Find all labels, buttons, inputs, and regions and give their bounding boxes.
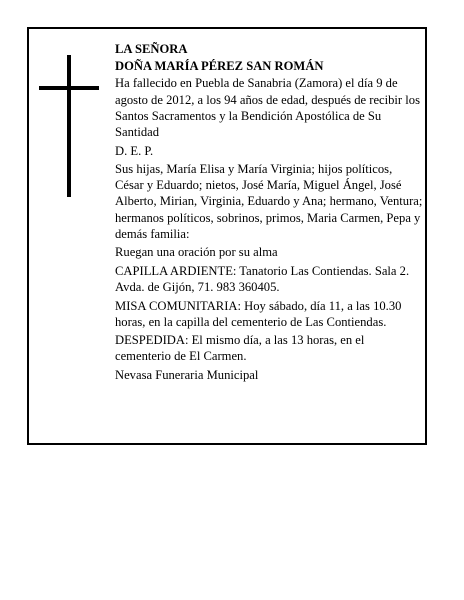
farewell-info: DESPEDIDA: El mismo día, a las 13 horas, en el cementerio de El Carmen. bbox=[115, 333, 365, 364]
prayer-request: Ruegan una oración por su alma bbox=[115, 245, 278, 260]
community-mass-info: MISA COMUNITARIA: Hoy sábado, día 11, a las 10.30 horas, en la capilla del cementerio de Las Contiendas. bbox=[115, 298, 402, 329]
deceased-name: DOÑA MARÍA PÉREZ SAN ROMÁN bbox=[115, 59, 324, 74]
family-list: Sus hijas, María Elisa y María Virginia; hijos políticos, César y Eduardo; nietos, José María, Miguel Ángel, José Alberto, Mirian, Virginia, Eduardo y Ana; hermano, Ventura; hermanos políticos, sobrinos, primos, Maria Carmen, Pepa y demás familia: bbox=[115, 162, 423, 241]
cross-icon bbox=[39, 55, 99, 197]
obituary-notice bbox=[27, 27, 427, 445]
cross-vertical-bar bbox=[67, 55, 71, 197]
rip-abbreviation: D. E. P. bbox=[115, 143, 154, 158]
notice-text bbox=[115, 41, 423, 385]
funeral-home-name: Nevasa Funeraria Municipal bbox=[115, 367, 259, 382]
funeral-chapel-info: CAPILLA ARDIENTE: Tanatorio Las Contiendas. Sala 2. Avda. de Gijón, 71. 983 360405. bbox=[115, 263, 410, 295]
cross-horizontal-bar bbox=[39, 86, 99, 90]
death-announcement: Ha fallecido en Puebla de Sanabria (Zamora) el día 9 de agosto de 2012, a los 94 años de edad, después de recibir los Santos Sacramentos y la Bendición Apostólica de Su Santidad bbox=[115, 76, 420, 140]
notice-title-line-1: LA SEÑORA bbox=[115, 42, 188, 56]
